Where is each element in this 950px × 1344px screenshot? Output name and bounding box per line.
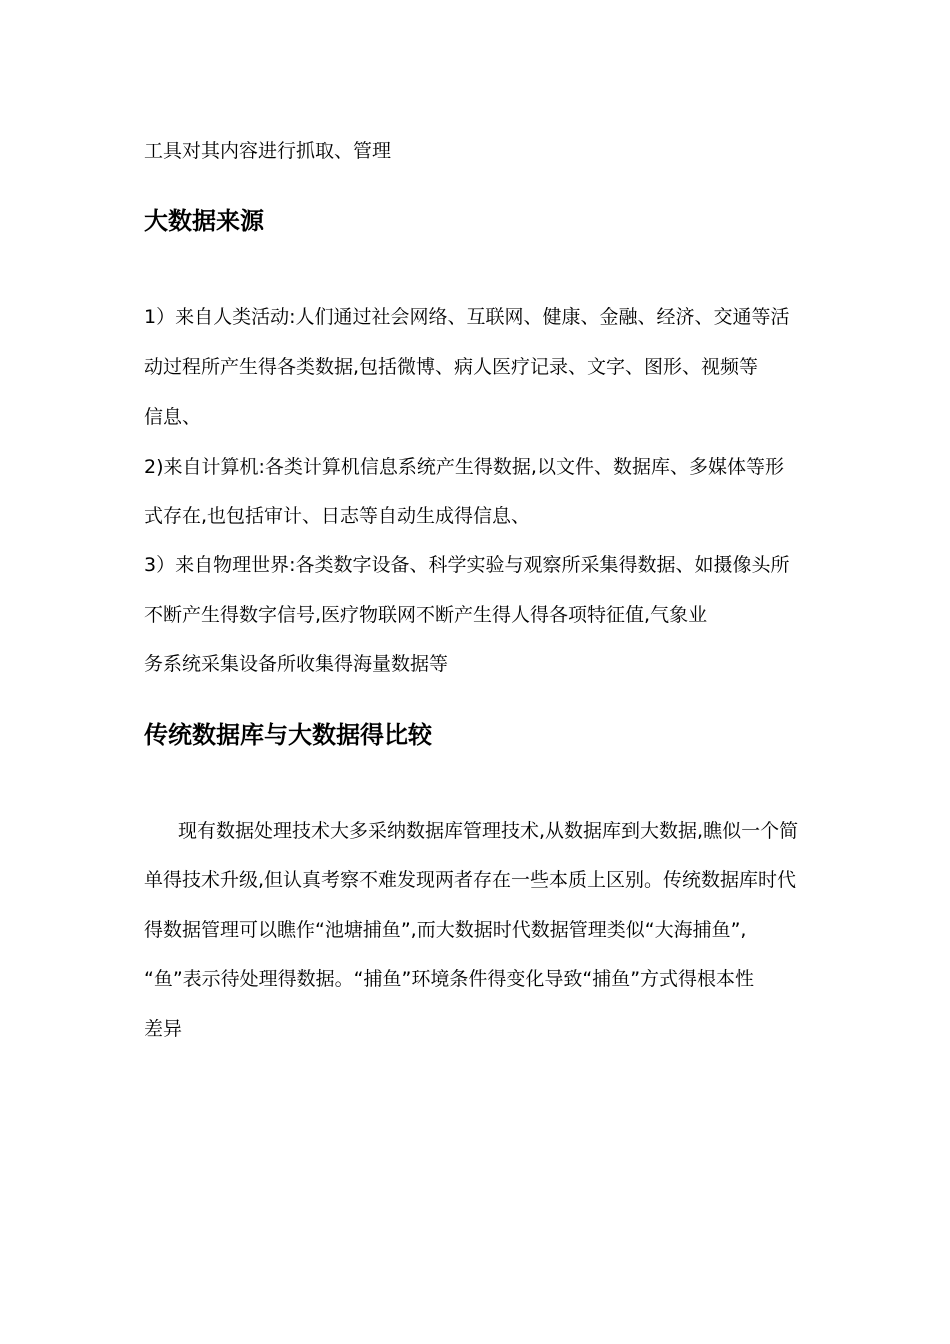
paragraph-line: 2)来自计算机:各类计算机信息系统产生得数据,以文件、数据库、多媒体等形 [144,456,784,478]
section-heading-data-sources: 大数据来源 [144,207,264,235]
paragraph-line: “鱼”表示待处理得数据。“捕鱼”环境条件得变化导致“捕鱼”方式得根本性 [144,968,755,990]
paragraph-line: 务系统采集设备所收集得海量数据等 [144,653,449,675]
intro-line: 工具对其内容进行抓取、管理 [144,140,392,162]
paragraph-line: 动过程所产生得各类数据,包括微博、病人医疗记录、文字、图形、视频等 [144,356,759,378]
paragraph-line: 1）来自人类活动:人们通过社会网络、互联网、健康、金融、经济、交通等活 [144,306,790,328]
paragraph-line: 现有数据处理技术大多采纳数据库管理技术,从数据库到大数据,瞧似一个简 [178,820,799,842]
paragraph-line: 式存在,也包括审计、日志等自动生成得信息、 [144,505,531,527]
paragraph-line: 3）来自物理世界:各类数字设备、科学实验与观察所采集得数据、如摄像头所 [144,554,790,576]
paragraph-line: 单得技术升级,但认真考察不难发现两者存在一些本质上区别。传统数据库时代 [144,869,797,891]
section-heading-comparison: 传统数据库与大数据得比较 [144,721,432,749]
paragraph-line: 差异 [144,1018,183,1040]
paragraph-line: 得数据管理可以瞧作“池塘捕鱼”,而大数据时代数据管理类似“大海捕鱼”, [144,919,747,941]
paragraph-line: 不断产生得数字信号,医疗物联网不断产生得人得各项特征值,气象业 [144,604,708,626]
paragraph-line: 信息、 [144,406,202,428]
